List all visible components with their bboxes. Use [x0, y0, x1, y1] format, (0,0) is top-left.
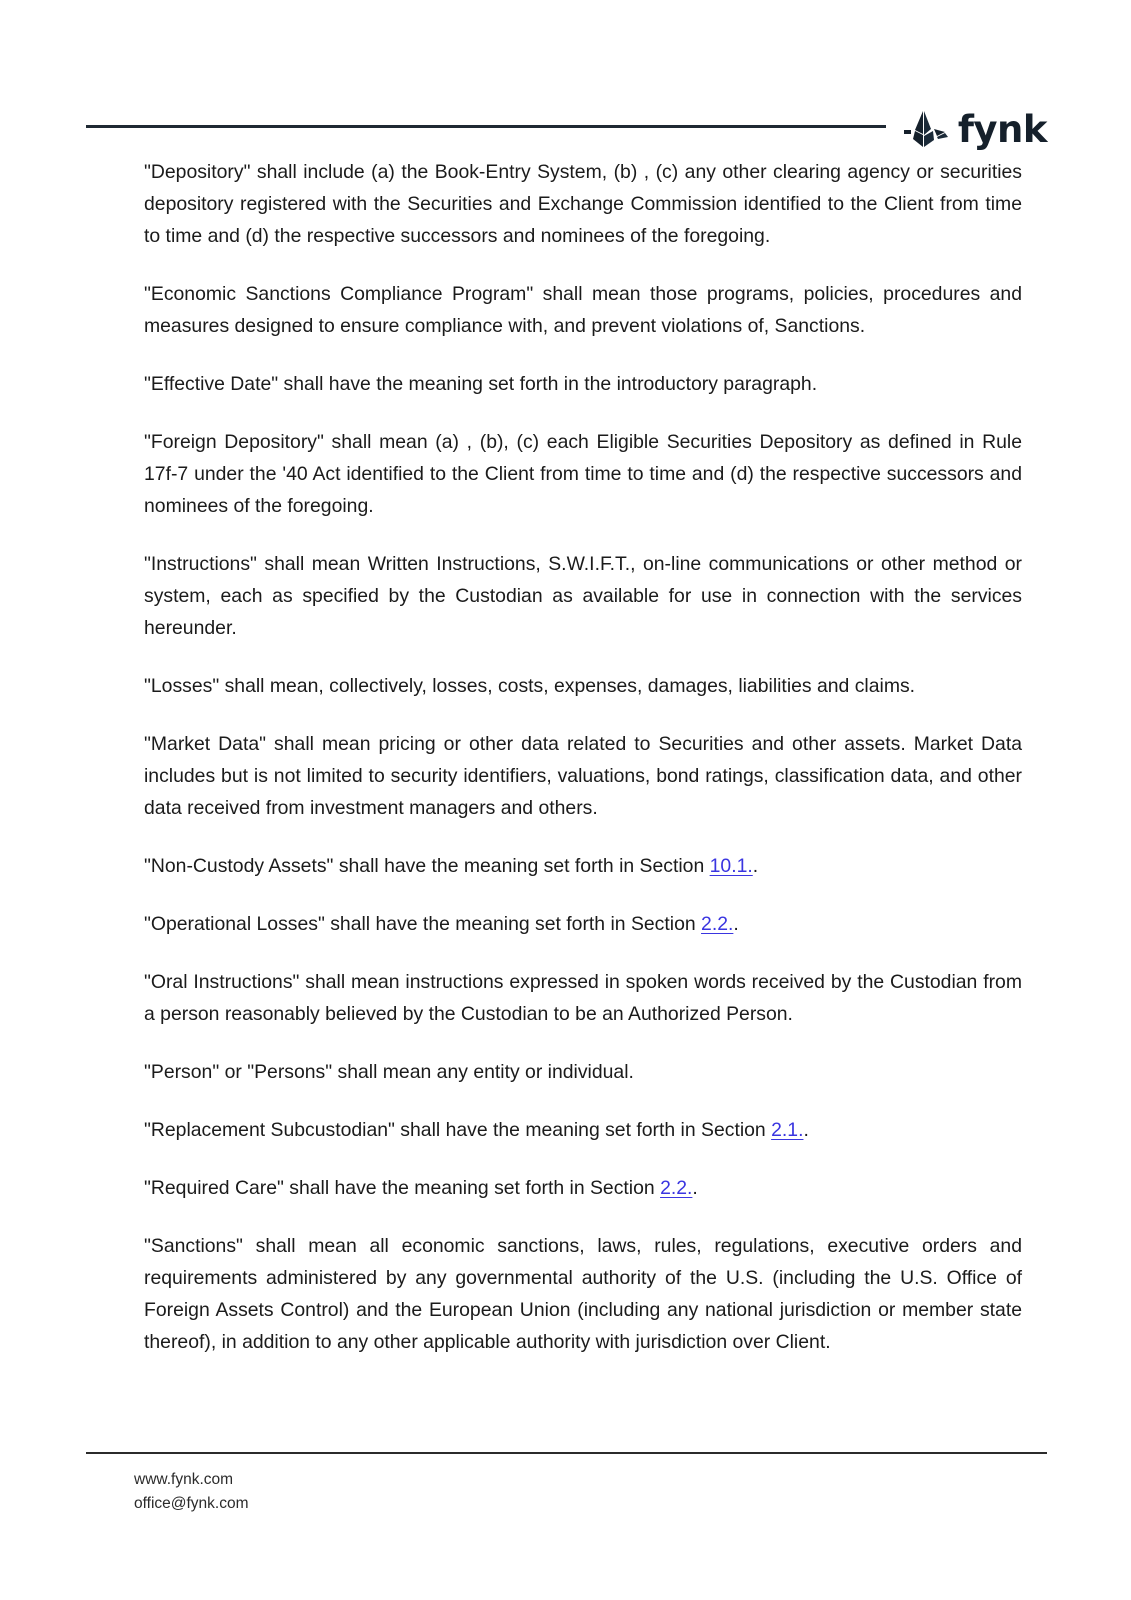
- footer-website: www.fynk.com: [134, 1471, 234, 1488]
- paragraph-text: .: [692, 1177, 698, 1199]
- paragraph-text: "Economic Sanctions Compliance Program" shall mean those programs, policies, procedures and measures designed to ensure compliance with, and prevent violations of, Sanctions.: [144, 283, 1022, 337]
- footer-divider: [86, 1452, 1047, 1454]
- paragraph-text: "Sanctions" shall mean all economic sanctions, laws, rules, regulations, executive orders and requirements administered by any governmental authority of the U.S. (including the U.S. Office of Foreign Assets Control) and the European Union (including any national jurisdiction or member state thereof), in addition to any other applicable authority with jurisdiction over Client.: [144, 1235, 1022, 1353]
- section-reference-link[interactable]: 2.2.: [660, 1177, 693, 1199]
- definition-paragraph-sanctions: [144, 1230, 1022, 1358]
- paragraph-text: .: [752, 855, 759, 877]
- section-reference-link[interactable]: 10.1.: [709, 855, 753, 877]
- section-reference-link[interactable]: 2.2.: [701, 913, 734, 935]
- definition-paragraph-market-data: [144, 728, 1022, 824]
- brand-logo: [904, 109, 1047, 151]
- paragraph-text: .: [733, 913, 739, 935]
- footer-email: office@fynk.com: [134, 1495, 249, 1512]
- definition-paragraph-operational-losses: [144, 908, 1022, 940]
- paragraph-text: "Depository" shall include (a) the Book-Entry System, (b) , (c) any other clearing agency or securities depository registered with the Securities and Exchange Commission identified to the Client from time to time and (d) the respective successors and nominees of the foregoing.: [144, 161, 1022, 247]
- paragraph-text: "Operational Losses" shall have the meaning set forth in Section: [144, 913, 702, 935]
- definition-paragraph-oral-instructions: [144, 966, 1022, 1030]
- definition-paragraph-effective-date: [144, 368, 1022, 400]
- paragraph-text: "Losses" shall mean, collectively, losses, costs, expenses, damages, liabilities and claims.: [144, 675, 916, 697]
- paragraph-text: "Instructions" shall mean Written Instructions, S.W.I.F.T., on-line communications or other method or system, each as specified by the Custodian as available for use in connection with the services hereunder.: [144, 553, 1022, 639]
- paragraph-text: .: [803, 1119, 809, 1141]
- footer-contact: [86, 1468, 1047, 1516]
- document-body: [144, 156, 1022, 1358]
- paragraph-text: "Replacement Subcustodian" shall have the meaning set forth in Section: [144, 1119, 772, 1141]
- definition-paragraph-losses: [144, 670, 1022, 702]
- definition-paragraph-foreign-depository: [144, 426, 1022, 522]
- header-divider: [86, 125, 886, 128]
- page-header: [86, 102, 1047, 158]
- paragraph-text: "Required Care" shall have the meaning set forth in Section: [144, 1177, 661, 1199]
- definition-paragraph-instructions: [144, 548, 1022, 644]
- brand-name: fynk: [957, 107, 1047, 151]
- section-reference-link[interactable]: 2.1.: [771, 1119, 804, 1141]
- definition-paragraph-depository: [144, 156, 1022, 252]
- paragraph-text: "Non-Custody Assets" shall have the meaning set forth in Section: [144, 855, 710, 877]
- origami-bird-icon: [904, 109, 950, 149]
- definition-paragraph-economic-sanctions-compliance-program: [144, 278, 1022, 342]
- paragraph-text: "Market Data" shall mean pricing or other data related to Securities and other assets. Market Data includes but is not limited to security identifiers, valuations, bond ratings, classification data, and other data received from investment managers and others.: [144, 733, 1022, 819]
- paragraph-text: "Oral Instructions" shall mean instructions expressed in spoken words received by the Custodian from a person reasonably believed by the Custodian to be an Authorized Person.: [144, 971, 1022, 1025]
- paragraph-text: "Effective Date" shall have the meaning set forth in the introductory paragraph.: [144, 373, 818, 395]
- definition-paragraph-person: [144, 1056, 1022, 1088]
- definition-paragraph-replacement-subcustodian: [144, 1114, 1022, 1146]
- paragraph-text: "Person" or "Persons" shall mean any entity or individual.: [144, 1061, 634, 1083]
- definition-paragraph-required-care: [144, 1172, 1022, 1204]
- page-footer: [86, 1452, 1047, 1516]
- paragraph-text: "Foreign Depository" shall mean (a) , (b), (c) each Eligible Securities Depository as defined in Rule 17f-7 under the '40 Act identified to the Client from time to time and (d) the respective successors and nominees of the foregoing.: [144, 431, 1022, 517]
- definition-paragraph-non-custody-assets: [144, 850, 1022, 882]
